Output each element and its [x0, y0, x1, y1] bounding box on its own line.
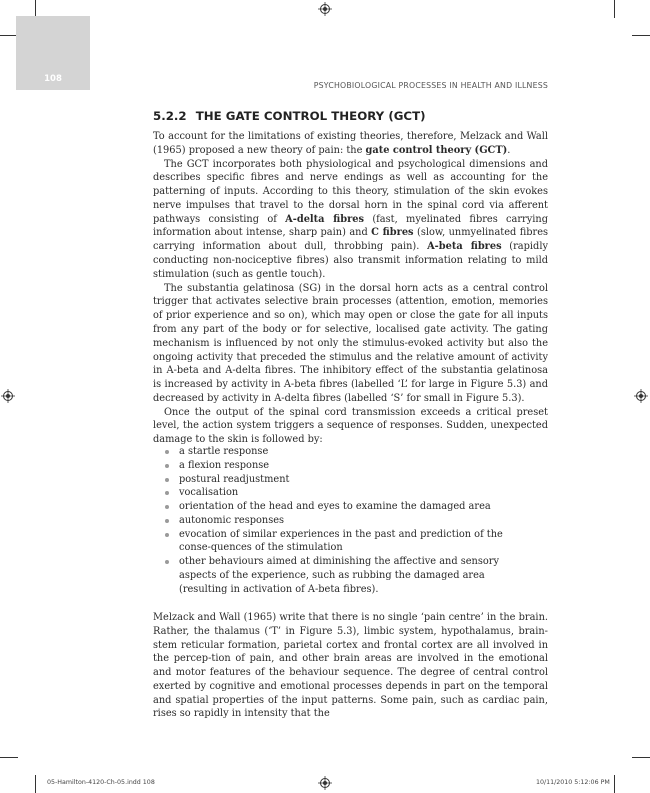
crop-mark-bottom-right — [614, 775, 615, 793]
list-item: vocalisation — [153, 486, 548, 500]
section-number: 5.2.2 — [153, 109, 187, 123]
registration-mark-right-icon — [634, 389, 648, 403]
slug-file-info: 05-Hamilton-4120-Ch-05.indd 108 — [47, 779, 155, 786]
section-title: THE GATE CONTROL THEORY (GCT) — [195, 109, 426, 123]
list-item: a flexion response — [153, 459, 548, 473]
body-text-lower — [153, 611, 548, 721]
paragraph-intro: To account for the limitations of existing theories, therefore, Melzack and Wall (1965) proposed a new theory of pain: the gate control theory (GCT). — [153, 131, 548, 156]
list-item: a startle response — [153, 445, 548, 459]
running-head: PSYCHOBIOLOGICAL PROCESSES IN HEALTH AND ILLNESS — [313, 81, 548, 90]
paragraph-spinal-output: Once the output of the spinal cord transmission exceeds a critical preset level, the action system triggers a sequence of responses. Sudden, unexpected damage to the skin is followed by: — [153, 406, 548, 446]
list-item: orientation of the head and eyes to examine the damaged area — [153, 500, 548, 514]
list-item: autonomic responses — [153, 514, 548, 528]
section-heading — [153, 109, 426, 123]
slug-timestamp: 10/11/2010 5:12:06 PM — [536, 779, 610, 786]
crop-mark-bottom-left — [35, 775, 36, 793]
crop-mark-top-right-h — [632, 35, 650, 36]
list-item: evocation of similar experiences in the past and prediction of the conse-quences of the stimulation — [153, 528, 548, 556]
registration-mark-top-icon — [318, 2, 332, 16]
list-item: postural readjustment — [153, 473, 548, 487]
paragraph-melzack-wall: Melzack and Wall (1965) write that there is no single ‘pain centre’ in the brain. Rather, the thalamus (‘T’ in Figure 5.3), limbic system, hypothalamus, brain-stem reticular formation, parietal cortex and frontal cortex are all involved in the percep-tion of pain, and other brain areas are involved in the emotional and motor features of the behaviour sequence. The degree of central control exerted by cognitive and emotional processes depends in part on the temporal and spatial properties of the input patterns. Some pain, such as cardiac pain, rises so rapidly in intensity that the — [153, 612, 548, 720]
list-item: other behaviours aimed at diminishing the affective and sensory aspects of the experience, such as rubbing the damaged area (resulting in activation of A-beta fibres). — [153, 555, 548, 596]
folio-box — [16, 16, 90, 90]
crop-mark-top-right — [614, 0, 615, 18]
registration-mark-bottom-icon — [318, 776, 332, 790]
crop-mark-bottom-right-h — [632, 757, 650, 758]
response-list — [153, 445, 548, 597]
registration-mark-left-icon — [1, 389, 15, 403]
crop-mark-bottom-left-h — [0, 757, 18, 758]
page-number: 108 — [44, 74, 62, 84]
paragraph-substantia-gelatinosa: The substantia gelatinosa (SG) in the dorsal horn acts as a central control trigger that activates selective brain processes (attention, emotion, memories of prior experience and so on), which may open or close the gate for all inputs from any part of the body or for selective, localised gate activity. The gating mechanism is influenced by not only the stimulus-evoked activity but also the ongoing activity that preceded the stimulus and the relative amount of activity in A-beta and A-delta fibres. The inhibitory effect of the substantia gelatinosa is increased by activity in A-beta fibres (labelled ‘L’ for large in Figure 5.3) and decreased by activity in A-delta fibres (labelled ‘S’ for small in Figure 5.3). — [153, 282, 548, 404]
body-text-upper — [153, 130, 548, 447]
paragraph-gct: The GCT incorporates both physiological and psychological dimensions and describes specific fibres and nerve endings as well as accounting for the patterning of inputs. According to this theory, stimulation of the skin evokes nerve impulses that travel to the dorsal horn in the spinal cord via afferent pathways consisting of A-delta fibres (fast, myelinated fibres carrying information about intense, sharp pain) and C fibres (slow, unmyelinated fibres carrying information about dull, throbbing pain). A-beta fibres (rapidly conducting non-nociceptive fibres) also transmit information relating to mild stimulation (such as gentle touch). — [153, 158, 549, 280]
